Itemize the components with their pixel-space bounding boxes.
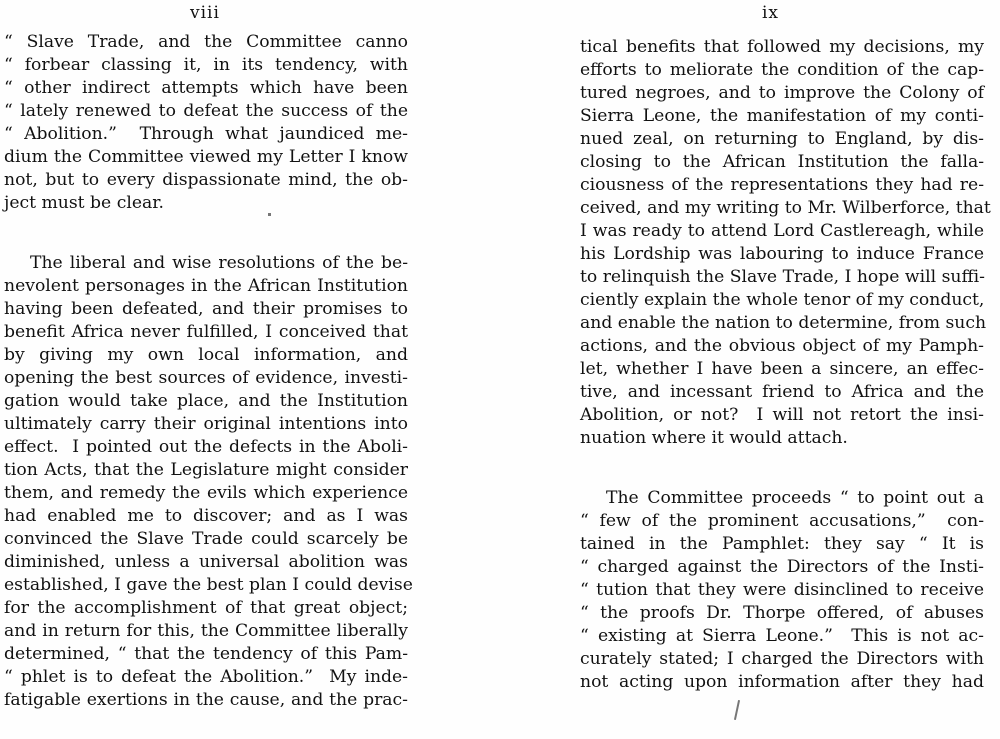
text-line: ject must be clear. [4,193,165,213]
text-line: tained in the Pamphlet: they say “ It is [580,534,984,554]
text-line: “ lately renewed to defeat the success of the [4,101,408,121]
text-line: efforts to meliorate the condition of the cap- [580,60,984,80]
text-line: curately stated; I charged the Directors with [580,649,984,669]
text-line: The Committee proceeds “ to point out a [606,488,984,508]
text-line: convinced the Slave Trade could scarcely be [4,529,408,549]
text-line: tical benefits that followed my decisions, my [580,37,984,57]
text-line: had enabled me to discover; and as I was [4,506,408,526]
text-line: “ the proofs Dr. Thorpe offered, of abuses [580,603,984,623]
text-line: nuation where it would attach. [580,428,848,448]
text-line: them, and remedy the evils which experience [4,483,408,503]
text-line: “ forbear classing it, in its tendency, with [4,55,408,75]
text-line: opening the best sources of evidence, investi- [4,368,408,388]
text-line: ciently explain the whole tenor of my conduct, [580,290,985,310]
text-line: nevolent personages in the African Institution [4,276,408,296]
text-line: “ Slave Trade, and the Committee canno [4,32,408,52]
text-line: having been defeated, and their promises to [4,299,408,319]
text-line: tive, and incessant friend to Africa and the [580,382,984,402]
text-line: not acting upon information after they had [580,672,984,692]
ink-stroke [734,700,740,720]
text-line: ceived, and my writing to Mr. Wilberforce, that [580,198,991,218]
text-line: his Lordship was labouring to induce France [580,244,984,264]
text-line: gation would take place, and the Institution [4,391,408,411]
text-line: ciousness of the representations they had re- [580,175,984,195]
text-line: Sierra Leone, the manifestation of my conti- [580,106,984,126]
text-line: ultimately carry their original intentions into [4,414,408,434]
text-line: The liberal and wise resolutions of the be- [30,253,408,273]
text-line: fatigable exertions in the cause, and the prac- [4,690,408,710]
text-line: I was ready to attend Lord Castlereagh, while [580,221,984,241]
right-page [500,0,1000,739]
text-line: tured negroes, and to improve the Colony of [580,83,984,103]
text-line: actions, and the obvious object of my Pamph- [580,336,984,356]
text-line: and enable the nation to determine, from such [580,313,987,333]
text-line: determined, “ that the tendency of this Pam- [4,644,408,664]
text-line: let, whether I have been a sincere, an effec- [580,359,984,379]
text-line: “ phlet is to defeat the Abolition.” My inde- [4,667,408,687]
ink-speck [268,213,271,216]
text-line: “ tution that they were disinclined to receive [580,580,984,600]
page-number-viii: viii [190,3,220,23]
text-line: established, I gave the best plan I could devise [4,575,413,595]
text-line: Abolition, or not? I will not retort the insi- [580,405,984,425]
text-line: for the accomplishment of that great object; [4,598,408,618]
text-line: tion Acts, that the Legislature might consider [4,460,408,480]
text-line: “ existing at Sierra Leone.” This is not ac- [580,626,984,646]
text-line: benefit Africa never fulfilled, I conceived that [4,322,408,342]
text-line: “ few of the prominent accusations,” con- [580,511,984,531]
text-line: closing to the African Institution the falla- [580,152,984,172]
text-line: “ charged against the Directors of the Insti- [580,557,984,577]
text-line: diminished, unless a universal abolition was [4,552,408,572]
text-line: “ Abolition.” Through what jaundiced me- [4,124,408,144]
text-line: “ other indirect attempts which have been [4,78,408,98]
text-line: by giving my own local information, and [4,345,408,365]
text-line: nued zeal, on returning to England, by dis- [580,129,984,149]
page-number-ix: ix [762,3,780,23]
text-line: effect. I pointed out the defects in the Aboli- [4,437,408,457]
text-line: dium the Committee viewed my Letter I know [4,147,408,167]
text-line: and in return for this, the Committee liberally [4,621,408,641]
text-line: to relinquish the Slave Trade, I hope will suffi- [580,267,985,287]
text-line: not, but to every dispassionate mind, the ob- [4,170,408,190]
